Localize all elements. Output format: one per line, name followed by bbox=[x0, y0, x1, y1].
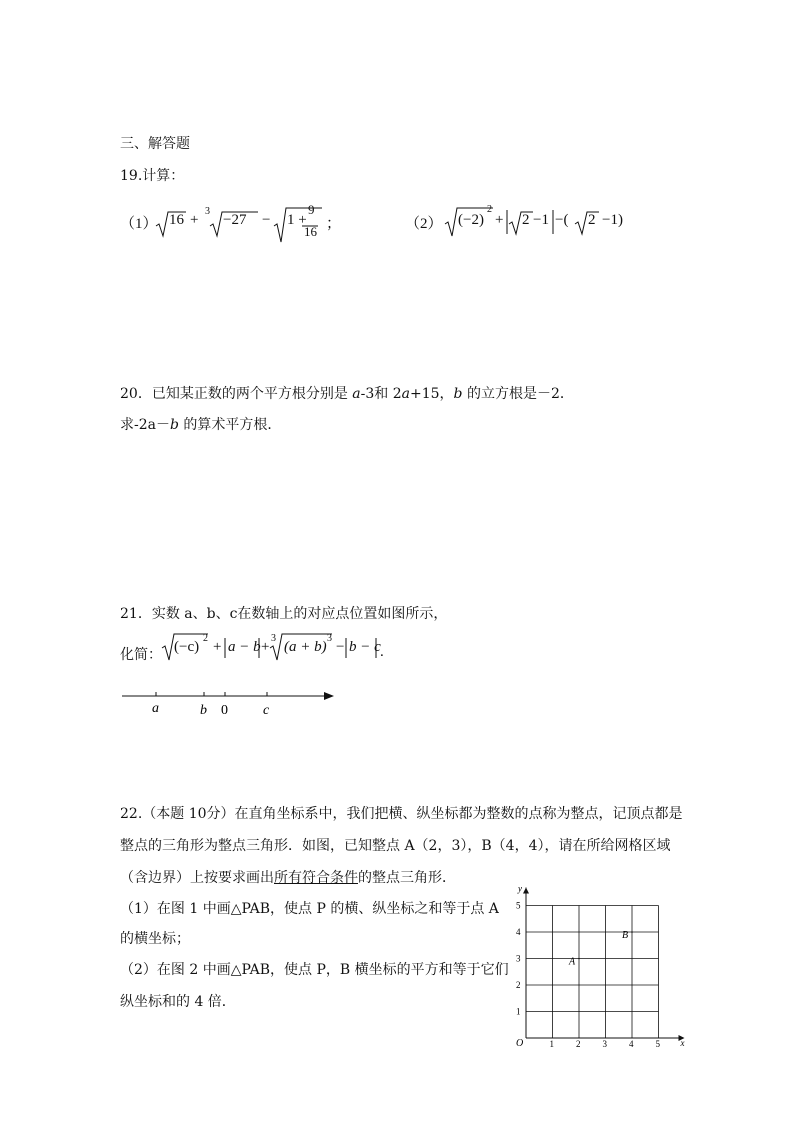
label-0: 0 bbox=[221, 703, 228, 718]
x-axis-label: x bbox=[680, 1038, 685, 1048]
y-tick-label: 4 bbox=[516, 927, 521, 937]
q21-plus2: + bbox=[261, 639, 270, 655]
q21-t1: (−c) bbox=[174, 639, 200, 655]
coordinate-grid bbox=[510, 878, 690, 1050]
q20-line2: 求-2a－b 的算术平方根． bbox=[120, 417, 282, 433]
q19-p2-plus: + bbox=[495, 212, 504, 228]
q21-e1: 2 bbox=[203, 633, 208, 644]
q19-p1-minus: − bbox=[262, 212, 271, 228]
q19-p2-index: （2） bbox=[405, 216, 443, 232]
point-label-A: A bbox=[569, 956, 576, 968]
y-axis-label: y bbox=[518, 883, 522, 894]
q19-p2-root: 2 bbox=[522, 212, 530, 228]
q22-line3: （含边界）上按要求画出所有符合条件的整点三角形． bbox=[120, 870, 456, 886]
q22-sub2-line1: （2）在图 2 中画△PAB，使点 P，B 横坐标的平方和等于它们 bbox=[120, 962, 509, 978]
point-A bbox=[578, 958, 580, 960]
label-c: c bbox=[263, 703, 270, 718]
q19-p1-frac-num: 9 bbox=[308, 202, 315, 217]
q21-cube-index: 3 bbox=[271, 633, 276, 644]
x-tick-label: 4 bbox=[629, 1039, 634, 1049]
q22-sub2-line2: 纵坐标和的 4 倍． bbox=[120, 994, 236, 1010]
q19-p1-frac-den: 16 bbox=[304, 224, 317, 239]
y-axis-arrow bbox=[523, 888, 529, 894]
q19-p1-cbrt: −27 bbox=[223, 212, 247, 228]
q19-p1-one-plus: 1 + bbox=[287, 212, 307, 228]
x-tick-label: 2 bbox=[576, 1039, 581, 1049]
x-tick-label: 1 bbox=[549, 1039, 554, 1049]
q19-p1-index: （1） bbox=[120, 216, 158, 232]
q19-p2-root2: 2 bbox=[588, 212, 596, 228]
q19-p2-inner: (−2) bbox=[458, 212, 484, 228]
y-tick-label: 2 bbox=[516, 980, 521, 990]
q22-sub1-line2: 的横坐标； bbox=[120, 931, 190, 947]
point-B bbox=[631, 931, 633, 933]
q19-p2-m1: −1 bbox=[533, 212, 549, 228]
x-tick-label: 3 bbox=[602, 1039, 607, 1049]
origin-label: O bbox=[516, 1038, 524, 1049]
label-a: a bbox=[152, 701, 159, 716]
y-tick-label: 3 bbox=[516, 953, 521, 964]
q19-p1-end: ； bbox=[326, 216, 342, 232]
q21-minus: − bbox=[336, 639, 345, 655]
q19-p1-cube-index: 3 bbox=[205, 206, 210, 217]
q21-e2: 3 bbox=[327, 633, 332, 644]
q22-sub1-line1: （1）在图 1 中画△PAB，使点 P 的横、纵坐标之和等于点 A bbox=[120, 901, 499, 917]
number-line bbox=[118, 686, 348, 722]
point-label-B: B bbox=[622, 930, 629, 941]
q21-plus1: + bbox=[213, 639, 222, 655]
q19-p2-minus: −( bbox=[555, 212, 569, 228]
q21-t5: (a + b) bbox=[284, 639, 327, 655]
y-tick-label: 5 bbox=[516, 900, 521, 911]
q20-line1: 20．已知某正数的两个平方根分别是 a-3和 2a+15，b 的立方根是－2． bbox=[120, 386, 574, 402]
q22-line2: 整点的三角形为整点三角形．如图，已知整点 A（2，3），B（4，4），请在所给网格区域 bbox=[120, 838, 671, 854]
q21-end: . bbox=[380, 644, 384, 660]
q21-abs2: b − c bbox=[349, 639, 381, 655]
q22-line1: 22.（本题 10分）在直角坐标系中，我们把横、纵坐标都为整数的点称为整点，记顶点都是 bbox=[120, 806, 683, 822]
q19-part1 bbox=[120, 196, 342, 246]
q21-abs1: a − b bbox=[228, 639, 261, 655]
q19-p2-tail: −1) bbox=[602, 212, 623, 228]
x-tick-label: 5 bbox=[655, 1039, 660, 1049]
q22-underlined: 所有符合条件 bbox=[274, 870, 358, 886]
q19-part2 bbox=[405, 196, 645, 246]
q21-line1: 21．实数 a、b、c在数轴上的对应点位置如图所示， bbox=[120, 606, 448, 622]
section-title: 三、解答题 bbox=[120, 136, 190, 152]
q19-p1-sqrt16: 16 bbox=[169, 212, 184, 228]
y-tick-label: 1 bbox=[516, 1006, 521, 1017]
number-line-arrow bbox=[324, 692, 334, 700]
q21-simplify-label: 化简： bbox=[120, 647, 162, 663]
q19-label: 19.计算： bbox=[120, 168, 185, 184]
q19-p2-exp: 2 bbox=[487, 204, 492, 215]
q19-p1-plus: + bbox=[190, 212, 199, 228]
q21-expression bbox=[160, 630, 400, 670]
label-b: b bbox=[200, 703, 207, 718]
